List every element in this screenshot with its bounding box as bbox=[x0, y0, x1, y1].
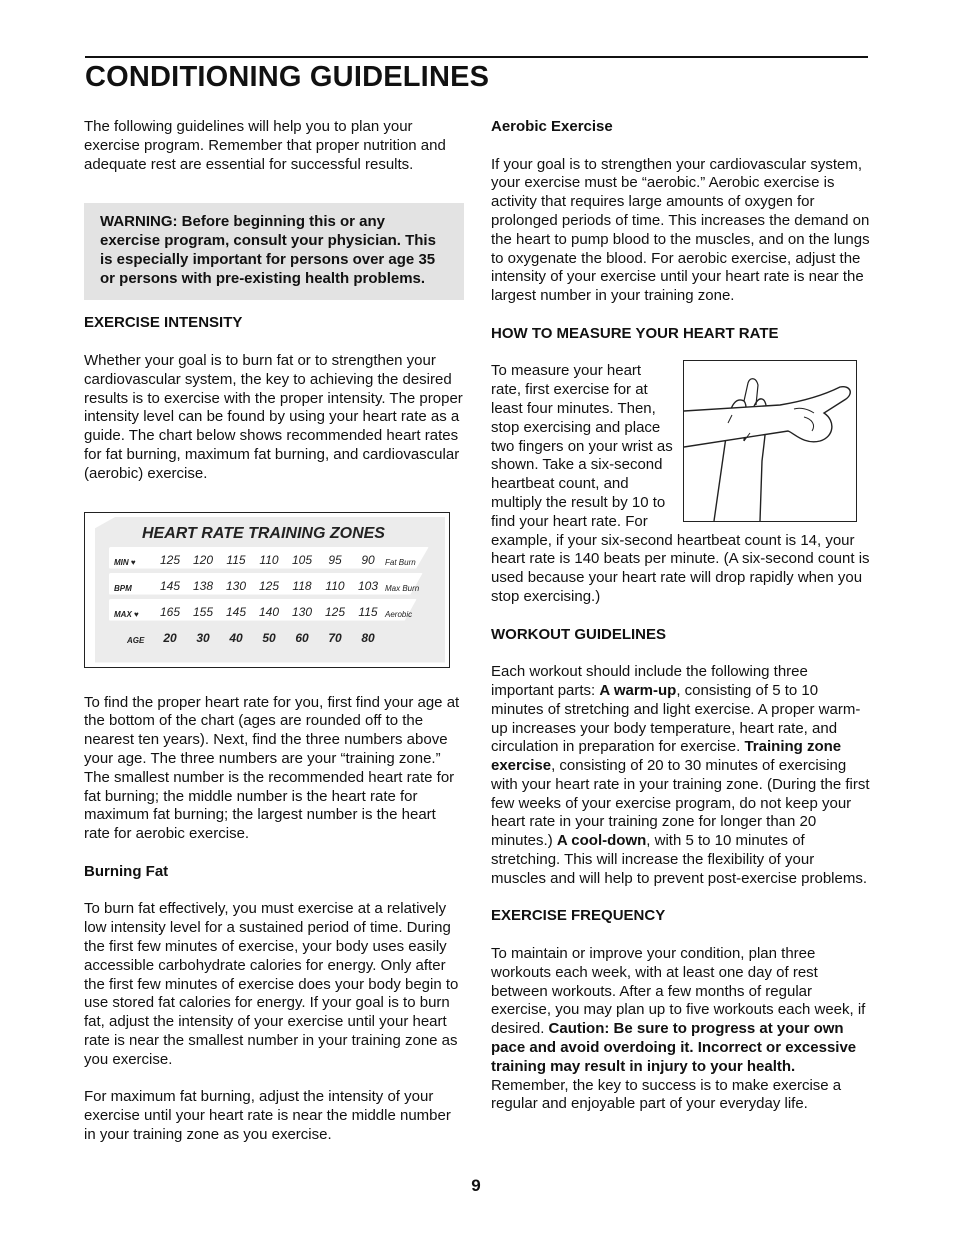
workout-heading: WORKOUT GUIDELINES bbox=[491, 625, 666, 643]
chart-zone-label: Fat Burn bbox=[385, 557, 416, 567]
measure-text: To measure your heart rate, first exercise for at least four minutes. Then, stop exercising and place two fingers on your wrist as shown. Take a six-second heartbeat count, and multiply the result by 10 to find your heart rate. For example, if your six-second heartbeat count is 14, your heart rate is 140 beats per minute. (A six-second count is used because your heart rate will drop rapidly when you stop exercising.) bbox=[491, 362, 870, 605]
chart-row-label: MAX ♥ bbox=[114, 609, 139, 619]
chart-rate-value: 120 bbox=[192, 552, 214, 567]
warning-box: WARNING: Before beginning this or any exercise program, consult your physician. This is especially important for persons over age 35 or persons with pre-existing health problems. bbox=[84, 203, 464, 300]
heart-rate-chart bbox=[84, 512, 450, 668]
chart-rate-value: 90 bbox=[361, 552, 375, 567]
chart-row-label: BPM bbox=[114, 583, 132, 593]
frequency-heading: EXERCISE FREQUENCY bbox=[491, 907, 666, 925]
chart-rate-value: 95 bbox=[328, 552, 342, 567]
burning-fat-heading: Burning Fat bbox=[84, 862, 169, 880]
measure-heading: HOW TO MEASURE YOUR HEART RATE bbox=[491, 324, 779, 342]
right-column bbox=[491, 118, 871, 1114]
chart-row-label: MIN ♥ bbox=[114, 557, 136, 567]
aerobic-heading: Aerobic Exercise bbox=[491, 118, 613, 135]
chart-rate-value: 110 bbox=[259, 552, 279, 567]
find-heart-rate-text: To find the proper heart rate for you, first find your age at the bottom of the chart (ages are rounded off to the nearest ten years). Next, find the three numbers above your age. The three numbers are your “training zone.” The smallest number is the recommended heart rate for fat burning; the middle number is the heart rate for maximum fat burning; the largest number is the heart rate for aerobic exercise. bbox=[84, 693, 460, 843]
wrist-pulse-illustration bbox=[683, 360, 857, 522]
workout-text: Each workout should include the following three important parts: A warm-up, consisting of 5 to 10 minutes of stretching and light exercise. A proper warm-up increases your body temperature, heart rate, and circulation in preparation for exercise. Training zone exercise, consisting of 20 to 30 minutes of exercising with your heart rate in your training zone. (During the first few weeks of your exercise program, do not keep your heart rate in your training zone for longer than 20 minutes.) A cool-down, with 5 to 10 minutes of stretching. This will increase the flexibility of your muscles and will help to prevent post-exercise problems. bbox=[491, 663, 870, 887]
chart-row-label: AGE bbox=[127, 635, 145, 645]
chart-rate-value: 125 bbox=[324, 604, 346, 619]
intro-paragraph: The following guidelines will help you to plan your exercise program. Remember that proper nutrition and adequate rest are essential for successful results. bbox=[84, 118, 446, 173]
chart-rate-value: 110 bbox=[325, 578, 345, 593]
frequency-text: To maintain or improve your condition, plan three workouts each week, with at least one day of rest between workouts. After a few months of regular exercise, you may plan up to five workouts each week, if desired. Caution: Be sure to progress at your own pace and avoid overdoing it. Incorrect or excessive training may result in injury to your health. Remember, the key to success is to make exercise a regular and enjoyable part of your everyday life. bbox=[491, 945, 866, 1113]
chart-title: HEART RATE TRAINING ZONES bbox=[142, 524, 385, 542]
exercise-intensity-text: Whether your goal is to burn fat or to strengthen your cardiovascular system, the key to achieving the desired results is to exercise with the proper intensity. The proper intensity level can be found by using your heart rate as a guide. The chart below shows recommended heart rates for fat burning, maximum fat burning, and cardiovascular (aerobic) exercise. bbox=[84, 351, 463, 482]
chart-rate-value: 130 bbox=[291, 604, 313, 619]
chart-rate-value: 165 bbox=[159, 604, 181, 619]
chart-rate-value: 138 bbox=[192, 578, 214, 593]
chart-age-value: 50 bbox=[262, 630, 276, 645]
page-title: CONDITIONING GUIDELINES bbox=[85, 61, 490, 93]
aerobic-text: If your goal is to strengthen your cardiovascular system, your exercise must be “aerobic.” Aerobic exercise is activity that requires large amounts of oxygen for prolonged periods of time. This increases the demand on the heart to pump blood to the muscles, and on the lungs to oxygenate the blood. For aerobic exercise, adjust the intensity of your exercise until your heart rate is near the largest number in your training zone. bbox=[491, 155, 870, 305]
chart-age-value: 40 bbox=[229, 630, 243, 645]
chart-rate-value: 130 bbox=[225, 578, 247, 593]
exercise-intensity-heading: EXERCISE INTENSITY bbox=[84, 314, 243, 332]
chart-rate-value: 103 bbox=[357, 578, 379, 593]
chart-age-value: 60 bbox=[295, 630, 309, 645]
chart-age-value: 30 bbox=[196, 630, 210, 645]
chart-rate-value: 118 bbox=[292, 578, 312, 593]
burning-fat-text: To burn fat effectively, you must exercise at a relatively low intensity level for a sustained period of time. During the first few minutes of exercise, your body uses easily accessible carbohydrate calories for energy. Only after the first few minutes of exercise does your body begin to use stored fat calories for energy. If your goal is to burn fat, adjust the intensity of your exercise until your heart rate is near the smallest number in your training zone as you exercise. bbox=[84, 900, 459, 1068]
chart-rate-value: 140 bbox=[258, 604, 280, 619]
chart-rate-value: 145 bbox=[159, 578, 181, 593]
chart-age-value: 20 bbox=[163, 630, 177, 645]
chart-age-value: 70 bbox=[328, 630, 342, 645]
page-number: 9 bbox=[471, 1176, 481, 1195]
chart-rate-value: 105 bbox=[291, 552, 313, 567]
chart-zone-label: Aerobic bbox=[385, 609, 413, 619]
chart-rate-value: 125 bbox=[159, 552, 181, 567]
max-fat-burning-text: For maximum fat burning, adjust the intensity of your exercise until your heart rate is near the middle number in your training zone as you exercise. bbox=[84, 1088, 451, 1143]
chart-rate-value: 115 bbox=[358, 604, 378, 619]
chart-age-value: 80 bbox=[361, 630, 375, 645]
chart-rate-value: 115 bbox=[226, 552, 246, 567]
chart-rate-value: 125 bbox=[258, 578, 280, 593]
chart-rate-value: 155 bbox=[192, 604, 214, 619]
left-column bbox=[84, 118, 464, 1145]
chart-zone-label: Max Burn bbox=[385, 583, 420, 593]
chart-rate-value: 145 bbox=[225, 604, 247, 619]
